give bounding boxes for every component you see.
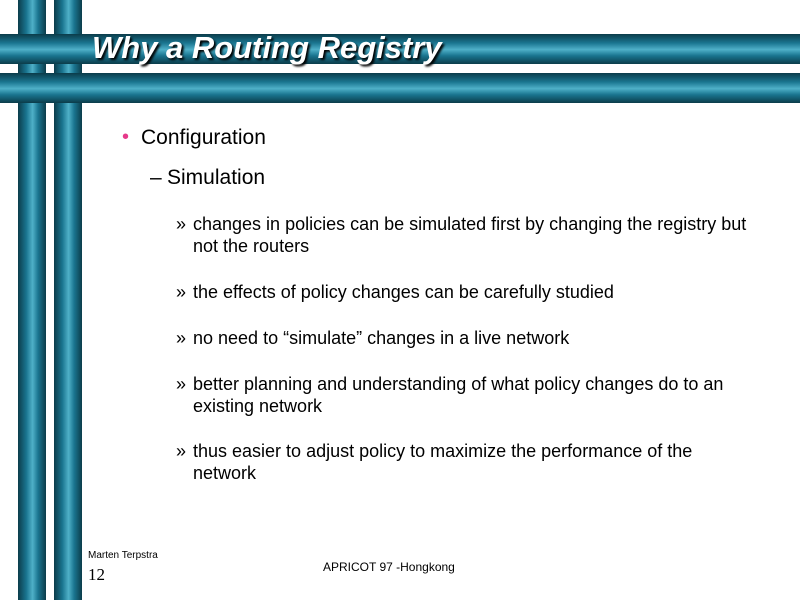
sub-point <box>176 440 766 484</box>
footer-event: APRICOT 97 -Hongkong <box>323 560 455 574</box>
guillemet-marker: » <box>176 441 187 461</box>
sub-point-text: changes in policies can be simulated first by changing the registry but not the routers <box>193 214 747 256</box>
bullet-level2-text: Simulation <box>167 166 266 189</box>
footer-author: Marten Terpstra <box>88 550 158 561</box>
bullet-level1 <box>122 126 266 150</box>
sub-point <box>176 281 766 303</box>
sub-point-text: better planning and understanding of what policy changes do to an existing network <box>193 374 724 416</box>
dash-marker: – <box>150 166 162 189</box>
bullet-level1-text: Configuration <box>141 126 266 149</box>
guillemet-marker: » <box>176 374 187 394</box>
guillemet-marker: » <box>176 214 187 234</box>
guillemet-marker: » <box>176 282 187 302</box>
slide-title: Why a Routing Registry <box>92 30 442 65</box>
sub-point-text: the effects of policy changes can be carefully studied <box>193 282 614 302</box>
sub-point <box>176 213 766 257</box>
bullet-dot-icon: • <box>122 126 130 148</box>
sub-point-text: no need to “simulate” changes in a live network <box>193 328 570 348</box>
bullet-level2 <box>150 166 265 190</box>
guillemet-marker: » <box>176 328 187 348</box>
slide-page-number: 12 <box>88 565 105 584</box>
sub-point <box>176 327 766 349</box>
sub-point-text: thus easier to adjust policy to maximize the performance of the network <box>193 441 693 483</box>
sub-point <box>176 373 766 417</box>
horizontal-frame-bar-bottom <box>0 73 800 103</box>
